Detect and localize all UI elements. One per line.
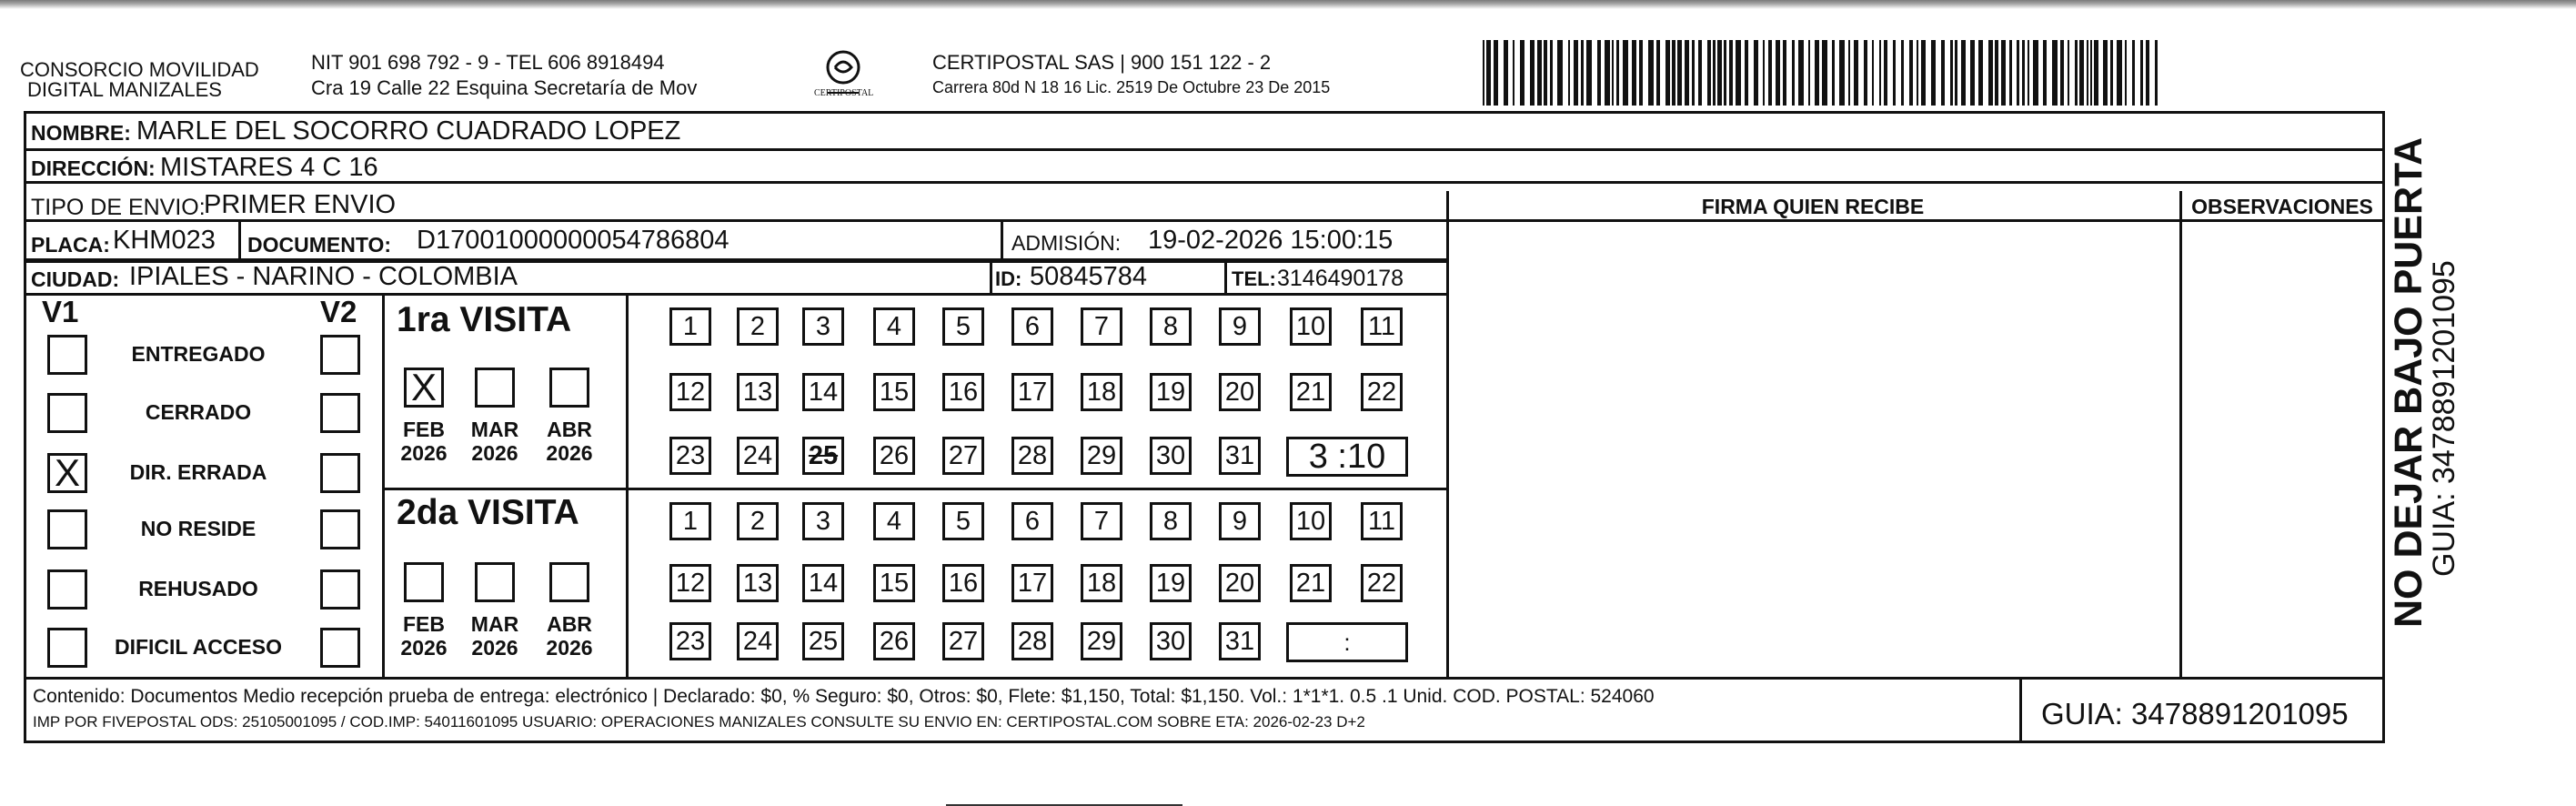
day-box[interactable]: 29 xyxy=(1081,437,1122,475)
barcode-bar xyxy=(1745,40,1748,106)
barcode-bar xyxy=(1648,40,1654,106)
day-box[interactable]: 23 xyxy=(669,622,711,660)
barcode-bar xyxy=(1672,40,1675,106)
day-box[interactable]: 10 xyxy=(1290,502,1332,540)
barcode-bar xyxy=(2155,40,2158,106)
id-label: ID: xyxy=(995,267,1022,290)
month-year: 2026 xyxy=(546,636,593,660)
barcode-bar xyxy=(2132,40,2135,106)
month-year: 2026 xyxy=(400,441,448,465)
day-box[interactable]: 12 xyxy=(669,373,711,411)
barcode-bar xyxy=(2017,40,2019,106)
v2-header: V2 xyxy=(320,295,357,328)
month-checkbox[interactable] xyxy=(404,562,444,602)
barcode-bar xyxy=(1656,40,1660,106)
status-v2-checkbox[interactable] xyxy=(320,393,360,433)
barcode-bar xyxy=(2068,40,2069,106)
admision-label: ADMISIÓN: xyxy=(1011,231,1122,255)
barcode-bar xyxy=(1550,40,1553,106)
barcode-bar xyxy=(1483,40,1484,106)
barcode-bar xyxy=(1707,40,1711,106)
barcode-bar xyxy=(1494,40,1498,106)
barcode-bar xyxy=(1931,40,1936,106)
day-box[interactable]: 30 xyxy=(1150,437,1192,475)
barcode-bar xyxy=(1854,40,1858,106)
status-label: NO RESIDE xyxy=(140,517,257,540)
barcode-bar xyxy=(1822,40,1827,106)
month-name: ABR xyxy=(547,418,592,441)
direccion-value: MISTARES 4 C 16 xyxy=(160,153,378,182)
carrier-address: Carrera 80d N 18 16 Lic. 2519 De Octubre 23 De 2015 xyxy=(932,78,1331,96)
second-visit-title: 2da VISITA xyxy=(397,493,579,532)
barcode-bar xyxy=(1864,40,1867,106)
day-box[interactable]: 21 xyxy=(1290,564,1332,602)
barcode-bar xyxy=(1776,40,1780,106)
day-box[interactable]: 16 xyxy=(942,373,984,411)
direccion-label: DIRECCIÓN: xyxy=(31,156,156,180)
barcode-bar xyxy=(1692,40,1695,106)
status-v1-checkbox[interactable] xyxy=(47,569,87,610)
day-box[interactable]: 12 xyxy=(669,564,711,602)
barcode-bar xyxy=(1632,40,1636,106)
barcode-bar xyxy=(1568,40,1570,106)
day-box[interactable]: 2 xyxy=(737,502,779,540)
status-v2-checkbox[interactable] xyxy=(320,628,360,668)
barcode-bar xyxy=(2079,40,2084,106)
barcode-bar xyxy=(2075,40,2078,106)
barcode-bar xyxy=(2033,40,2038,106)
day-box[interactable]: 23 xyxy=(669,437,711,475)
day-box[interactable]: 1 xyxy=(669,502,711,540)
barcode-bar xyxy=(1544,40,1547,106)
barcode-bar xyxy=(2022,40,2025,106)
day-box[interactable]: 28 xyxy=(1011,622,1053,660)
documento-label: DOCUMENTO: xyxy=(247,233,392,257)
barcode-bar xyxy=(1520,40,1524,106)
barcode-bar xyxy=(1586,40,1592,106)
barcode-bar xyxy=(1901,40,1904,106)
day-box[interactable]: 22 xyxy=(1361,564,1403,602)
barcode-bar xyxy=(1839,40,1845,106)
barcode-bar xyxy=(2009,40,2012,106)
barcode-bar xyxy=(1486,40,1491,106)
status-v1-checkbox[interactable] xyxy=(47,335,87,375)
placa-label: PLACA: xyxy=(31,233,110,257)
barcode-bar xyxy=(1995,40,1998,106)
day-box[interactable]: 26 xyxy=(873,622,915,660)
barcode-bar xyxy=(2140,40,2143,106)
barcode-bar xyxy=(1504,40,1508,106)
barcode-bar xyxy=(1884,40,1887,106)
day-box[interactable]: 15 xyxy=(873,564,915,602)
day-box[interactable]: 3 xyxy=(802,502,844,540)
first-visit-title: 1ra VISITA xyxy=(397,300,572,339)
barcode-bar xyxy=(1557,40,1563,106)
status-v2-checkbox[interactable] xyxy=(320,569,360,610)
tel-value: 3146490178 xyxy=(1277,266,1404,291)
day-box[interactable]: 19 xyxy=(1150,373,1192,411)
day-box[interactable]: 19 xyxy=(1150,564,1192,602)
status-label: DIFICIL ACCESO xyxy=(114,635,282,659)
status-v2-checkbox[interactable] xyxy=(320,453,360,493)
day-box[interactable]: 11 xyxy=(1361,307,1403,346)
barcode-bar xyxy=(1808,40,1810,106)
barcode-bar xyxy=(1685,40,1689,106)
barcode-bar xyxy=(2146,40,2149,106)
barcode-bar xyxy=(2090,40,2092,106)
side-warning: NO DEJAR BAJO PUERTA xyxy=(2387,136,2430,628)
day-box[interactable]: 21 xyxy=(1290,373,1332,411)
barcode-bar xyxy=(1677,40,1682,106)
day-box[interactable]: 7 xyxy=(1081,307,1122,346)
barcode-bar xyxy=(1798,40,1804,106)
documento-value: D17001000000054786804 xyxy=(417,226,730,255)
tipo-envio-value: PRIMER ENVIO xyxy=(204,190,397,219)
status-label: DIR. ERRADA xyxy=(129,460,267,484)
barcode-bar xyxy=(2001,40,2006,106)
barcode-bar xyxy=(1639,40,1643,106)
barcode-bar xyxy=(1513,40,1514,106)
day-box[interactable]: 14 xyxy=(802,373,844,411)
status-label: CERRADO xyxy=(145,400,252,424)
contenido-text: Contenido: Documentos Medio recepción prueba de entrega: electrónico | Declarado: $0, % Seguro: $0, Otros: $0, Flete: $1,150, Total: $1,150. Vol.: 1*1*1. 0.5 .1 Unid. COD. POSTAL: 524060 xyxy=(33,686,1655,707)
barcode-bar xyxy=(2125,40,2127,106)
day-box[interactable]: 6 xyxy=(1011,502,1053,540)
month-checkbox[interactable] xyxy=(475,368,515,408)
barcode-bar xyxy=(2094,40,2098,106)
placa-value: KHM023 xyxy=(113,226,216,255)
barcode-bar xyxy=(2060,40,2064,106)
barcode-bar xyxy=(1724,40,1726,106)
day-box[interactable]: 31 xyxy=(1219,622,1261,660)
barcode-bar xyxy=(1698,40,1702,106)
status-v1-checkbox[interactable]: X xyxy=(47,453,87,493)
barcode-bar xyxy=(1815,40,1819,106)
day-box[interactable]: 5 xyxy=(942,307,984,346)
side-guia: GUIA: 3478891201095 xyxy=(2427,260,2461,577)
day-box[interactable]: 31 xyxy=(1219,437,1261,475)
id-value: 50845784 xyxy=(1030,262,1148,291)
day-box[interactable]: 18 xyxy=(1081,564,1122,602)
day-box[interactable]: 24 xyxy=(737,622,779,660)
barcode-bar xyxy=(1717,40,1722,106)
barcode-bar xyxy=(1623,40,1628,106)
day-box[interactable]: 15 xyxy=(873,373,915,411)
day-box[interactable]: 16 xyxy=(942,564,984,602)
day-box[interactable]: 11 xyxy=(1361,502,1403,540)
ciudad-label: CIUDAD: xyxy=(31,267,120,291)
barcode-bar xyxy=(1909,40,1913,106)
barcode-bar xyxy=(1988,40,1993,106)
day-box[interactable]: 13 xyxy=(737,564,779,602)
barcode-bar xyxy=(2110,40,2113,106)
footer-guia: GUIA: 3478891201095 xyxy=(2041,697,2349,730)
barcode xyxy=(1483,40,2160,107)
nombre-value: MARLE DEL SOCORRO CUADRADO LOPEZ xyxy=(136,116,681,146)
admision-value: 19-02-2026 15:00:15 xyxy=(1148,226,1394,255)
day-box[interactable]: 4 xyxy=(873,307,915,346)
day-box[interactable]: 25 xyxy=(802,622,844,660)
barcode-bar xyxy=(1961,40,1966,106)
status-label: REHUSADO xyxy=(138,577,258,600)
barcode-bar xyxy=(1754,40,1758,106)
month-name: ABR xyxy=(547,612,592,636)
day-box[interactable]: 22 xyxy=(1361,373,1403,411)
day-box[interactable]: 9 xyxy=(1219,307,1261,346)
barcode-bar xyxy=(1941,40,1945,106)
status-label: ENTREGADO xyxy=(131,342,266,366)
time-box[interactable]: : xyxy=(1286,622,1408,662)
day-box[interactable]: 24 xyxy=(737,437,779,475)
day-box[interactable]: 20 xyxy=(1219,564,1261,602)
day-box[interactable]: 14 xyxy=(802,564,844,602)
day-box[interactable]: 8 xyxy=(1150,502,1192,540)
barcode-bar xyxy=(1574,40,1578,106)
nombre-label: NOMBRE: xyxy=(31,121,131,145)
barcode-bar xyxy=(1783,40,1786,106)
tel-label: TEL: xyxy=(1232,267,1276,290)
month-year: 2026 xyxy=(471,441,518,465)
status-v1-checkbox[interactable] xyxy=(47,628,87,668)
day-box[interactable]: 2 xyxy=(737,307,779,346)
month-year: 2026 xyxy=(546,441,593,465)
ciudad-value: IPIALES - NARINO - COLOMBIA xyxy=(129,262,518,291)
barcode-bar xyxy=(1665,40,1670,106)
day-box[interactable]: 17 xyxy=(1011,373,1053,411)
status-v2-checkbox[interactable] xyxy=(320,509,360,549)
time-box[interactable]: 3 :10 xyxy=(1286,437,1408,477)
company-address: Cra 19 Calle 22 Esquina Secretaría de Mov xyxy=(311,76,698,99)
barcode-bar xyxy=(1950,40,1953,106)
barcode-bar xyxy=(1713,40,1716,106)
month-checkbox[interactable] xyxy=(549,562,589,602)
barcode-bar xyxy=(1537,40,1542,106)
day-box[interactable]: 7 xyxy=(1081,502,1122,540)
day-box[interactable]: 25 xyxy=(802,437,844,475)
barcode-bar xyxy=(1879,40,1881,106)
day-box[interactable]: 9 xyxy=(1219,502,1261,540)
day-box[interactable]: 27 xyxy=(942,622,984,660)
company-nit: NIT 901 698 792 - 9 - TEL 606 8918494 xyxy=(311,51,665,74)
barcode-bar xyxy=(1832,40,1835,106)
month-name: FEB xyxy=(403,612,445,636)
day-box[interactable]: 3 xyxy=(802,307,844,346)
status-v2-checkbox[interactable] xyxy=(320,335,360,375)
day-box[interactable]: 5 xyxy=(942,502,984,540)
day-box[interactable]: 20 xyxy=(1219,373,1261,411)
barcode-bar xyxy=(2103,40,2108,106)
barcode-bar xyxy=(1612,40,1614,106)
logo-caption: CERTIPOSTAL xyxy=(814,88,874,98)
barcode-bar xyxy=(2087,40,2088,106)
month-year: 2026 xyxy=(471,636,518,660)
barcode-bar xyxy=(1605,40,1610,106)
v1-header: V1 xyxy=(42,295,79,328)
barcode-bar xyxy=(1921,40,1926,106)
day-box[interactable]: 6 xyxy=(1011,307,1053,346)
day-box[interactable]: 28 xyxy=(1011,437,1053,475)
month-checkbox[interactable] xyxy=(549,368,589,408)
scan-edge-mark xyxy=(0,0,2576,9)
carrier-name: CERTIPOSTAL SAS | 900 151 122 - 2 xyxy=(932,51,1272,74)
barcode-bar xyxy=(1955,40,1957,106)
day-box[interactable]: 27 xyxy=(942,437,984,475)
barcode-bar xyxy=(2028,40,2029,106)
month-year: 2026 xyxy=(400,636,448,660)
barcode-bar xyxy=(1792,40,1795,106)
barcode-bar xyxy=(1729,40,1733,106)
day-box[interactable]: 18 xyxy=(1081,373,1122,411)
barcode-bar xyxy=(1917,40,1918,106)
barcode-bar xyxy=(1768,40,1772,106)
firma-header: FIRMA QUIEN RECIBE xyxy=(1701,195,1925,218)
barcode-bar xyxy=(1763,40,1765,106)
day-box[interactable]: 29 xyxy=(1081,622,1122,660)
day-box[interactable]: 30 xyxy=(1150,622,1192,660)
barcode-bar xyxy=(1597,40,1601,106)
day-box[interactable]: 8 xyxy=(1150,307,1192,346)
barcode-bar xyxy=(2052,40,2058,106)
tipo-envio-label: TIPO DE ENVIO: xyxy=(31,195,206,220)
barcode-bar xyxy=(1893,40,1896,106)
barcode-bar xyxy=(1978,40,1983,106)
barcode-bar xyxy=(1872,40,1874,106)
barcode-bar xyxy=(1581,40,1584,106)
day-box[interactable]: 1 xyxy=(669,307,711,346)
day-box[interactable]: 4 xyxy=(873,502,915,540)
month-name: MAR xyxy=(470,612,519,636)
imp-text: IMP POR FIVEPOSTAL ODS: 25105001095 / COD.IMP: 54011601095 USUARIO: OPERACIONES MANIZALES CONSULTE SU ENVIO EN: CERTIPOSTAL.COM SOBRE ETA: 2026-02-23 D+2 xyxy=(33,713,1365,730)
barcode-bar xyxy=(2117,40,2122,106)
barcode-bar xyxy=(1970,40,1975,106)
barcode-bar xyxy=(1530,40,1535,106)
barcode-bar xyxy=(2043,40,2047,106)
day-box[interactable]: 26 xyxy=(873,437,915,475)
observaciones-header: OBSERVACIONES xyxy=(2191,195,2373,218)
company-name-line1: CONSORCIO MOVILIDAD xyxy=(20,58,259,81)
month-checkbox[interactable]: X xyxy=(404,368,444,408)
month-name: FEB xyxy=(403,418,445,441)
day-box[interactable]: 10 xyxy=(1290,307,1332,346)
status-v1-checkbox[interactable] xyxy=(47,509,87,549)
day-box[interactable]: 17 xyxy=(1011,564,1053,602)
barcode-bar xyxy=(1848,40,1850,106)
month-checkbox[interactable] xyxy=(475,562,515,602)
day-box[interactable]: 13 xyxy=(737,373,779,411)
company-name-line2: DIGITAL MANIZALES xyxy=(27,78,222,101)
month-name: MAR xyxy=(470,418,519,441)
status-v1-checkbox[interactable] xyxy=(47,393,87,433)
barcode-bar xyxy=(1736,40,1741,106)
barcode-bar xyxy=(1616,40,1619,106)
